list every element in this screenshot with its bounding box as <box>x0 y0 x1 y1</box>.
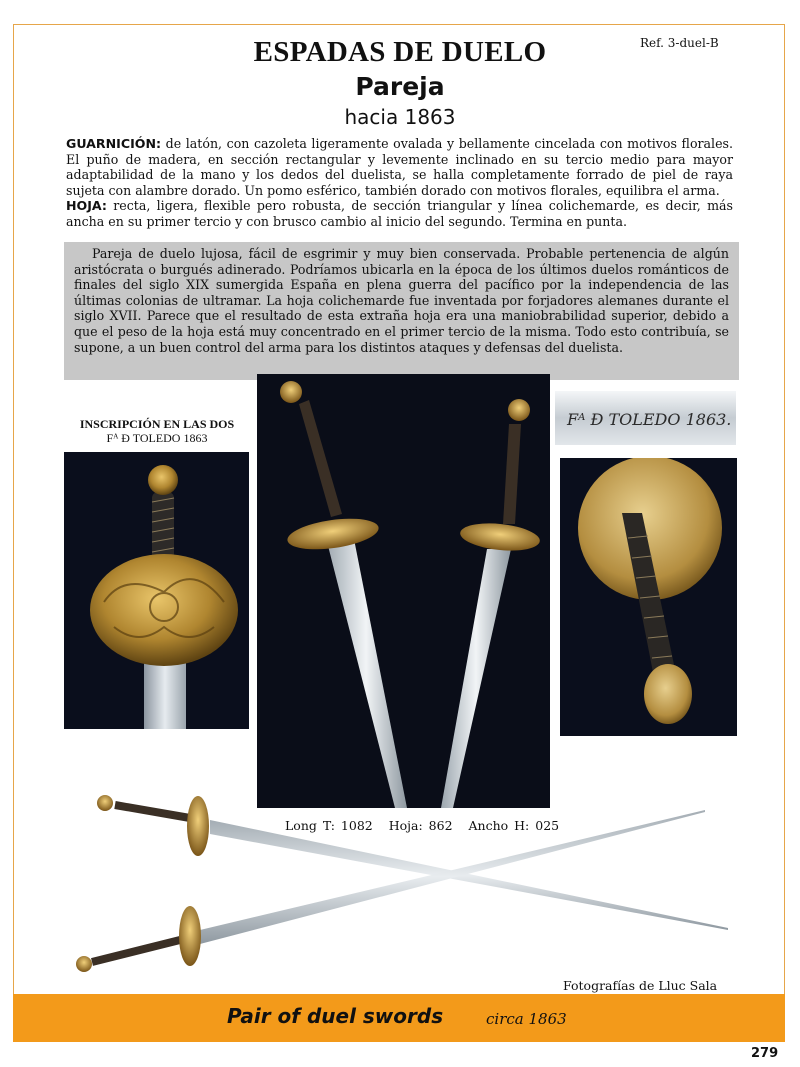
measure-length: Long T: 1082 <box>285 818 373 833</box>
guarnicion-text: de latón, con cazoleta ligeramente ovalada y bellamente cincelada con motivos florales. El puño de madera, en sección rectangular y levemente inclinado en su tercio medio para mayor adaptabilidad de la mano y los dedos del duelista, se halla completamente forrado de piel de raya sujeta con alambre dorado. Un pomo esférico, también dorado con motivos florales, equilibra el arma. <box>66 136 733 198</box>
page-subtitle: Pareja <box>355 72 445 101</box>
photo-guard-closeup <box>64 452 249 729</box>
history-note-text: Pareja de duelo lujosa, fácil de esgrimir y muy bien conservada. Probable pertenencia de algún aristócrata o burgués adinerado. Podríamos ubicarla en la época de los últimos duelos románticos de finales del siglo XIX sumergida España en plena guerra del pacífico por la independencia de las últimas colonias de ultramar. La hoja colichemarde fue inventada por forjadores alemanes durante el siglo XVII. Parece que el resultado de esta extraña hoja era una maniobrabilidad superior, debido a que el peso de la hoja está muy concentrado en el primer tercio de la misma. Todo esto contribuía, se supone, a un buen control del arma para los distintos ataques y defensas del duelista. <box>74 246 729 355</box>
measure-blade: Hoja: 862 <box>388 818 453 833</box>
inscription-engraving: Fᴬ Đ TOLEDO 1863. <box>567 410 732 429</box>
page-title: ESPADAS DE DUELO <box>253 36 547 68</box>
hoja-label: HOJA: <box>66 198 107 214</box>
reference-code: Ref. 3-duel-B <box>640 36 719 50</box>
hoja-text: recta, ligera, flexible pero robusta, de sección triangular y línea colichemarde, es decir, más ancha en su primer tercio y con brusco cambio al inicio del segundo. Termina en punta. <box>66 198 733 229</box>
english-title: Pair of duel swords <box>227 1004 444 1028</box>
photo-inscription <box>555 391 736 445</box>
description-block <box>66 136 733 230</box>
measure-width: Ancho H: 025 <box>468 818 560 833</box>
inscription-text: Fᴬ Đ TOLEDO 1863 <box>106 431 208 445</box>
photo-pair-swords <box>257 374 550 808</box>
page-number: 279 <box>751 1046 779 1061</box>
guarnicion-label: GUARNICIÓN: <box>66 136 162 151</box>
history-note <box>64 242 739 380</box>
photo-credit: Fotografías de Lluc Sala <box>563 978 718 993</box>
english-circa: circa 1863 <box>486 1010 567 1028</box>
measurements <box>285 818 569 833</box>
page-date: hacia 1863 <box>344 105 456 129</box>
photo-guard-back <box>560 458 737 736</box>
inscription-title: INSCRIPCIÓN EN LAS DOS <box>79 417 235 431</box>
